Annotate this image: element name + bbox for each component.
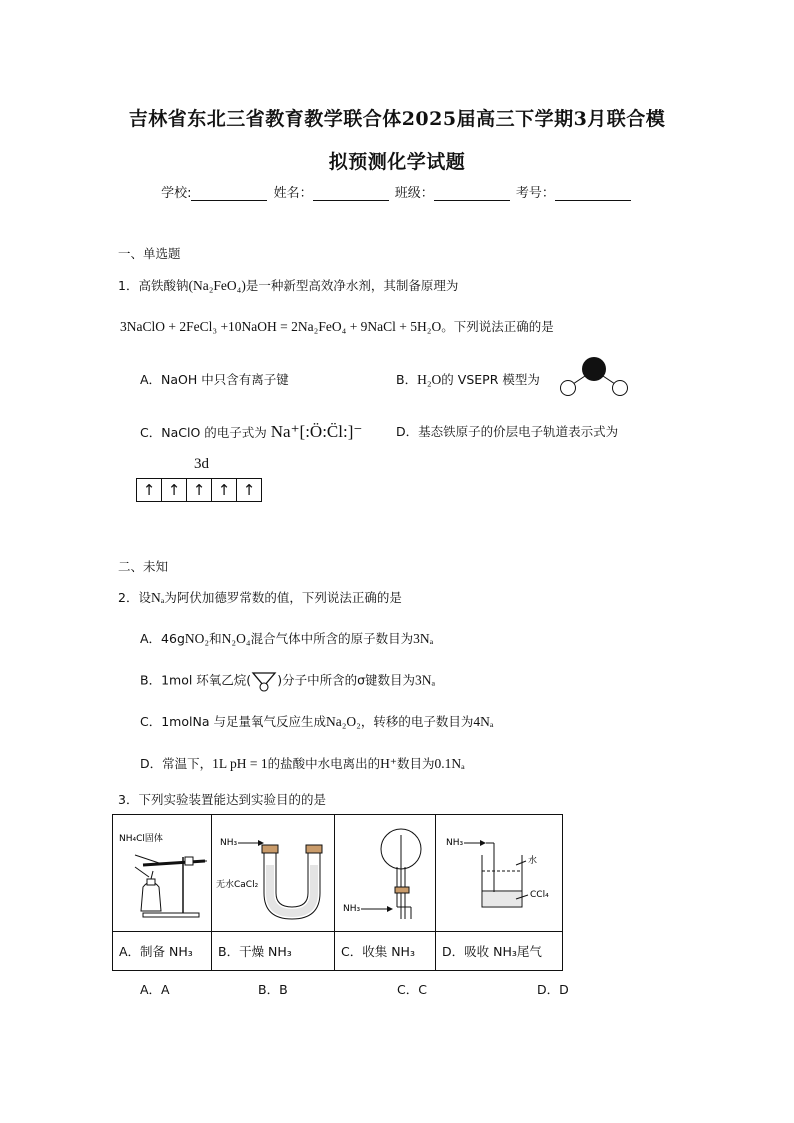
q2-a-pre: A．46g bbox=[140, 631, 185, 646]
apparatus-d-nh3-label: NH₃ bbox=[446, 838, 464, 848]
apparatus-b-cell bbox=[212, 815, 335, 932]
name-label: 姓名： bbox=[273, 186, 313, 201]
apparatus-a-cell bbox=[113, 815, 212, 932]
q3-choice-b[interactable]: B．B bbox=[258, 982, 288, 997]
q2-d-post: 数目为 bbox=[397, 756, 435, 771]
q2-c-value: 4Nₐ bbox=[473, 714, 494, 729]
apparatus-c-nh3-label: NH₃ bbox=[343, 904, 361, 914]
q1-option-d[interactable]: D．基态铁原子的价层电子轨道表示式为 bbox=[396, 424, 619, 439]
section-heading-2: 二、未知 bbox=[118, 559, 169, 574]
q1-option-b-formula: H₂O bbox=[417, 372, 442, 387]
student-info-line bbox=[0, 182, 794, 201]
question-1-equation-line bbox=[120, 316, 554, 335]
orbital-box: ↑ bbox=[212, 479, 237, 501]
orbital-box: ↑ bbox=[242, 481, 256, 499]
q2-a-post: 混合气体中所含的原子数目为 bbox=[250, 631, 414, 646]
apparatus-d-figure bbox=[436, 815, 562, 927]
q2-option-d[interactable] bbox=[140, 754, 465, 772]
q2-a-formula-1: NO₂ bbox=[184, 631, 210, 646]
q2-a-mid: 和 bbox=[209, 631, 222, 646]
q1-stem-text: 1．高铁酸钠 bbox=[118, 278, 189, 293]
q1-formula: (Na₂FeO₄) bbox=[188, 278, 246, 293]
q2-stem-pre: 2．设 bbox=[118, 590, 151, 605]
apparatus-a-figure bbox=[113, 815, 211, 927]
apparatus-c-cell bbox=[335, 815, 436, 932]
q2-option-c[interactable] bbox=[140, 712, 494, 730]
q2-d-h-ion: H⁺ bbox=[380, 756, 398, 771]
q2-a-formula-2: N₂O₄ bbox=[221, 631, 251, 646]
q3-choice-d[interactable]: D．D bbox=[537, 982, 569, 997]
caption-b: B．干燥 NH₃ bbox=[212, 932, 335, 971]
q3-choice-a[interactable]: A．A bbox=[140, 982, 170, 997]
caption-a: A．制备 NH₃ bbox=[113, 932, 212, 971]
epoxyethane-structure-icon bbox=[251, 670, 277, 692]
q1-option-c-electron-formula: Na⁺[:Ö:C̈l:]⁻ bbox=[270, 422, 363, 441]
q2-option-b[interactable] bbox=[140, 670, 435, 692]
q2-a-value: 3Nₐ bbox=[413, 631, 434, 646]
school-blank[interactable] bbox=[191, 188, 267, 201]
caption-c: C．收集 NH₃ bbox=[335, 932, 436, 971]
exam-no-label: 考号： bbox=[515, 186, 555, 201]
page-title-line2: 拟预测化学试题 bbox=[328, 151, 466, 173]
q1-option-b-text: 的 VSEPR 模型为 bbox=[441, 372, 540, 387]
experiment-table bbox=[112, 814, 563, 971]
apparatus-d-cell bbox=[436, 815, 563, 932]
q1-option-c-text: C．NaClO 的电子式为 bbox=[140, 425, 267, 440]
class-blank[interactable] bbox=[434, 188, 510, 201]
q2-b-pre: B．1mol 环氧乙烷( bbox=[140, 672, 252, 688]
q2-stem-post: 为阿伏加德罗常数的值，下列说法正确的是 bbox=[164, 590, 402, 605]
q2-b-post: )分子中所含的σ键数目为 bbox=[277, 672, 415, 688]
q2-d-formula: 1L pH = 1 bbox=[212, 756, 268, 771]
section-heading-1: 一、单选题 bbox=[118, 246, 181, 261]
q1-option-a[interactable]: A．NaOH 中只含有离子键 bbox=[140, 372, 289, 387]
q2-option-a[interactable] bbox=[140, 629, 433, 647]
orbital-label: 3d bbox=[194, 456, 209, 472]
q1-stem-text-2: 是一种新型高效净水剂，其制备原理为 bbox=[245, 278, 459, 293]
question-3-stem: 3．下列实验装置能达到实验目的的是 bbox=[118, 792, 326, 807]
orbital-box: ↑ bbox=[162, 479, 187, 501]
apparatus-d-ccl4-label: CCl₄ bbox=[530, 890, 549, 900]
q2-c-formula: Na₂O₂ bbox=[325, 714, 361, 729]
vsepr-model-figure bbox=[556, 354, 632, 400]
q1-option-b[interactable] bbox=[396, 370, 540, 388]
apparatus-b-desiccant-label: 无水CaCl₂ bbox=[216, 880, 259, 890]
question-2-stem bbox=[118, 588, 402, 606]
q2-d-pre: D．常温下， bbox=[140, 756, 213, 771]
caption-d: D．吸收 NH₃尾气 bbox=[436, 932, 563, 971]
q1-equation-tail: 。下列说法正确的是 bbox=[441, 319, 554, 334]
apparatus-c-figure bbox=[335, 815, 435, 927]
q2-avogadro-symbol: Nₐ bbox=[150, 590, 165, 605]
q1-option-b-letter: B． bbox=[396, 372, 418, 387]
q2-b-value: 3Nₐ bbox=[415, 672, 436, 688]
apparatus-d-water-label: 水 bbox=[528, 856, 538, 866]
orbital-box: ↑ bbox=[137, 479, 162, 501]
q1-equation: 3NaClO + 2FeCl₃ +10NaOH = 2Na₂FeO₄ + 9NaCl + 5H₂O bbox=[120, 319, 442, 334]
page-title-line1: 吉林省东北三省教育教学联合体2025届高三下学期3月联合模 bbox=[128, 108, 666, 130]
q3-choice-c[interactable]: C．C bbox=[397, 982, 427, 997]
class-label: 班级： bbox=[394, 186, 434, 201]
question-1-stem bbox=[118, 276, 458, 294]
q2-c-pre: C．1molNa 与足量氧气反应生成 bbox=[140, 714, 326, 729]
q2-c-post: ，转移的电子数目为 bbox=[360, 714, 474, 729]
apparatus-a-label: NH₄Cl固体 bbox=[119, 834, 163, 844]
exam-no-blank[interactable] bbox=[555, 188, 631, 201]
apparatus-b-nh3-label: NH₃ bbox=[220, 838, 238, 848]
name-blank[interactable] bbox=[313, 188, 389, 201]
apparatus-b-figure bbox=[212, 815, 334, 927]
q2-d-value: 0.1Nₐ bbox=[434, 756, 465, 771]
q1-option-c[interactable] bbox=[140, 422, 362, 442]
orbital-diagram bbox=[136, 478, 262, 502]
school-label: 学校: bbox=[161, 186, 192, 201]
q2-d-mid: 的盐酸中水电离出的 bbox=[267, 756, 381, 771]
orbital-box: ↑ bbox=[187, 479, 212, 501]
